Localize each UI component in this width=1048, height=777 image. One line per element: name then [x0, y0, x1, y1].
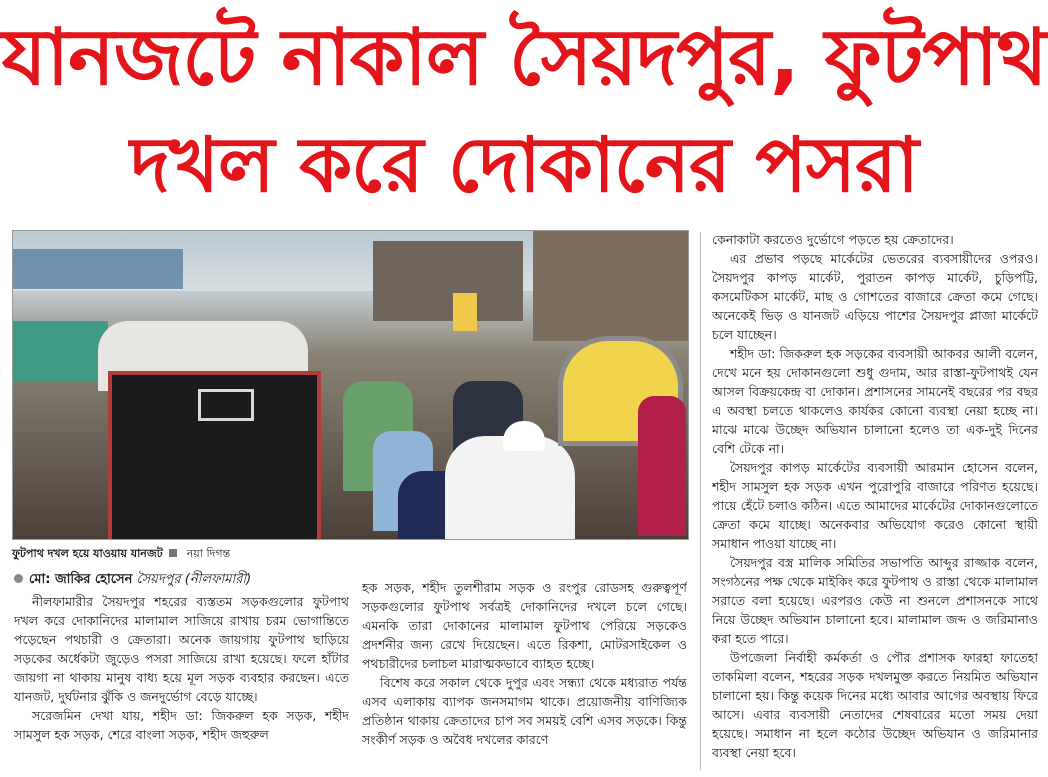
square-bullet-icon — [169, 549, 177, 557]
photo-credit: নয়া দিগন্ত — [186, 547, 231, 560]
paragraph: এর প্রভাব পড়ছে মার্কেটের ভেতরের ব্যবসায়ীদের ওপরও। সৈয়দপুর কাপড় মার্কেট, পুরাতন কাপড় মার্কেট, চুড়িপট্টি, কসমেটিকস মার্কেট, মাছ ও গোশতের বাজারে ক্রেতা কমে গেছে। অনেকেই ভিড় ও যানজট এড়িয়ে পাশের সৈয়দপুর প্লাজা মার্কেটে চলে যাচ্ছেন। — [712, 251, 1038, 342]
bullet-icon — [14, 574, 23, 583]
article-column-1 — [14, 592, 349, 772]
rickshaw-handle — [198, 389, 254, 421]
headline-line-2: দখল করে দোকানের পসরা — [130, 120, 918, 209]
person-pink-shirt — [638, 396, 686, 536]
caption-text: ফুটপাথ দখল হয়ে যাওয়ায় যানজট — [12, 547, 163, 560]
byline-location: সৈয়দপুর (নীলফামারী) — [136, 572, 252, 587]
article-column-3 — [712, 230, 1038, 772]
paragraph: বিশেষ করে সকাল থেকে দুপুর এবং সন্ধ্যা থেকে মধ্যরাত পর্যন্ত এসব এলাকায় ব্যাপক জনসমাগম থাকে। প্রয়োজনীয় বাণিজ্যিক প্রতিষ্ঠান থাকায় ক্রেতাদের চাপ সব সময়ই বেশি এসব সড়কে। কিন্তু সংকীর্ণ সড়ক ও অবৈধ দখলের কারণে — [362, 675, 687, 747]
yellow-vendor — [453, 293, 477, 331]
paragraph: নীলফামারীর সৈয়দপুর শহরের ব্যস্ততম সড়কগুলোর ফুটপাথ দখল করে দোকানিদের মালামাল সাজিয়ে রাখায় চরম ভোগান্তিতে পড়েছেন পথচারী ও ক্রেতারা। অনেক জায়গায় ফুটপাথ ছাড়িয়ে সড়কের অর্ধেকটা জুড়েও পসরা সাজিয়ে রাখা হয়েছে। ফলে হাঁটার জায়গা না থাকায় মানুষ বাধ্য হয়ে মূল সড়ক ব্যবহার করছেন। এতে যানজট, দুর্ঘটনার ঝুঁকি ও জনদুর্ভোগ বেড়ে যাচ্ছে। — [14, 594, 349, 704]
headline — [0, 0, 1048, 225]
paragraph: সৈয়দপুর বস্ত্র মালিক সমিতির সভাপতি আব্দুর রাজ্জাক বলেন, সংগঠনের পক্ষ থেকে মাইকিং করে ফুটপাথ ও রাস্তা থেকে মালামাল সরাতে বলা হয়েছে। এরপরও কেউ না শুনলে প্রশাসনকে সাথে নিয়ে উচ্ছেদ অভিযান চালানো হবে। মালামাল জব্দ ও জরিমানাও করা হতে পারে। — [712, 555, 1038, 646]
paragraph: সরেজমিন দেখা যায়, শহীদ ডা: জিকরুল হক সড়ক, শহীদ সামসুল হক সড়ক, শেরে বাংলা সড়ক, শহীদ জহুরুল — [14, 708, 349, 742]
white-cap — [503, 421, 545, 451]
paragraph: উপজেলা নির্বাহী কর্মকর্তা ও পৌর প্রশাসক ফারহা ফাতেহা তাকমিলা বলেন, শহরের সড়ক দখলমুক্ত করতে নিয়মিত অভিযান চালানো হয়। কিন্তু কয়েক দিনের মধ্যে আবার আগের অবস্থায় ফিরে আসে। এবার ব্যবসায়ী নেতাদের শেষবারের মতো সময় দেয়া হয়েছে। সমাধান না হলে কঠোর উচ্ছেদ অভিযান ও জরিমানার ব্যবস্থা নেয়া হবে। — [712, 650, 1038, 760]
paragraph: শহীদ ডা: জিকরুল হক সড়কের ব্যবসায়ী আকবর আলী বলেন, দেখে মনে হয় দোকানগুলো শুধু গুদাম, আর রাস্তা-ফুটপাথই যেন আসল বিক্রয়কেন্দ্র বা দোকান। প্রশাসনের সামনেই বছরের পর বছর এ অবস্থা চলতে থাকলেও কার্যকর কোনো ব্যবস্থা নেয়া হচ্ছে না। মাঝে মাঝে উচ্ছেদ অভিযান চালানো হলেও তা এক-দুই দিনের বেশি টেকে না। — [712, 346, 1038, 456]
column-divider — [700, 232, 701, 770]
green-rickshaw-hood — [13, 321, 108, 381]
paragraph: হক সড়ক, শহীদ তুলশীরাম সড়ক ও রংপুর রোডসহ গুরুত্বপূর্ণ সড়কগুলোর ফুটপাথ সর্বত্রই দোকানিদের দখলে চলে গেছে। এমনকি তারা দোকানের মালামাল ফুটপাথ পেরিয়ে সড়কেও প্রদর্শনীর জন্য রেখে দিয়েছেন। এতে রিকশা, মোটরসাইকেল ও পথচারীদের চলাচল মারাত্মকভাবে ব্যাহত হচ্ছে। — [362, 580, 687, 671]
photo-caption — [12, 544, 687, 564]
headline-line-1: যানজটে নাকাল সৈয়দপুর, ফুটপাথ — [1, 13, 1047, 103]
paragraph: কেনাকাটা করতেও দুর্ভোগে পড়তে হয় ক্রেতাদের। — [712, 232, 954, 247]
byline — [14, 570, 354, 590]
building-right — [533, 231, 688, 341]
paragraph: সৈয়দপুর কাপড় মার্কেটের ব্যবসায়ী আরমান হোসেন বলেন, শহীদ সামসুল হক সড়ক এখন পুরোপুরি বাজারে পরিণত হয়েছে। পায়ে হেঁটে চলাও কঠিন। এতে আমাদের মার্কেটের দোকানগুলোতে ক্রেতা কমে যাচ্ছে। অনেকবার অভিযোগ করেও কোনো স্থায়ী সমাধান পাওয়া যাচ্ছে না। — [712, 460, 1038, 551]
person-white-shirt — [445, 436, 575, 539]
article-column-2 — [362, 578, 687, 772]
building-center — [373, 241, 523, 321]
byline-author: মো: জাকির হোসেন — [29, 572, 133, 587]
news-photo — [12, 230, 689, 540]
awning-left — [13, 249, 183, 289]
